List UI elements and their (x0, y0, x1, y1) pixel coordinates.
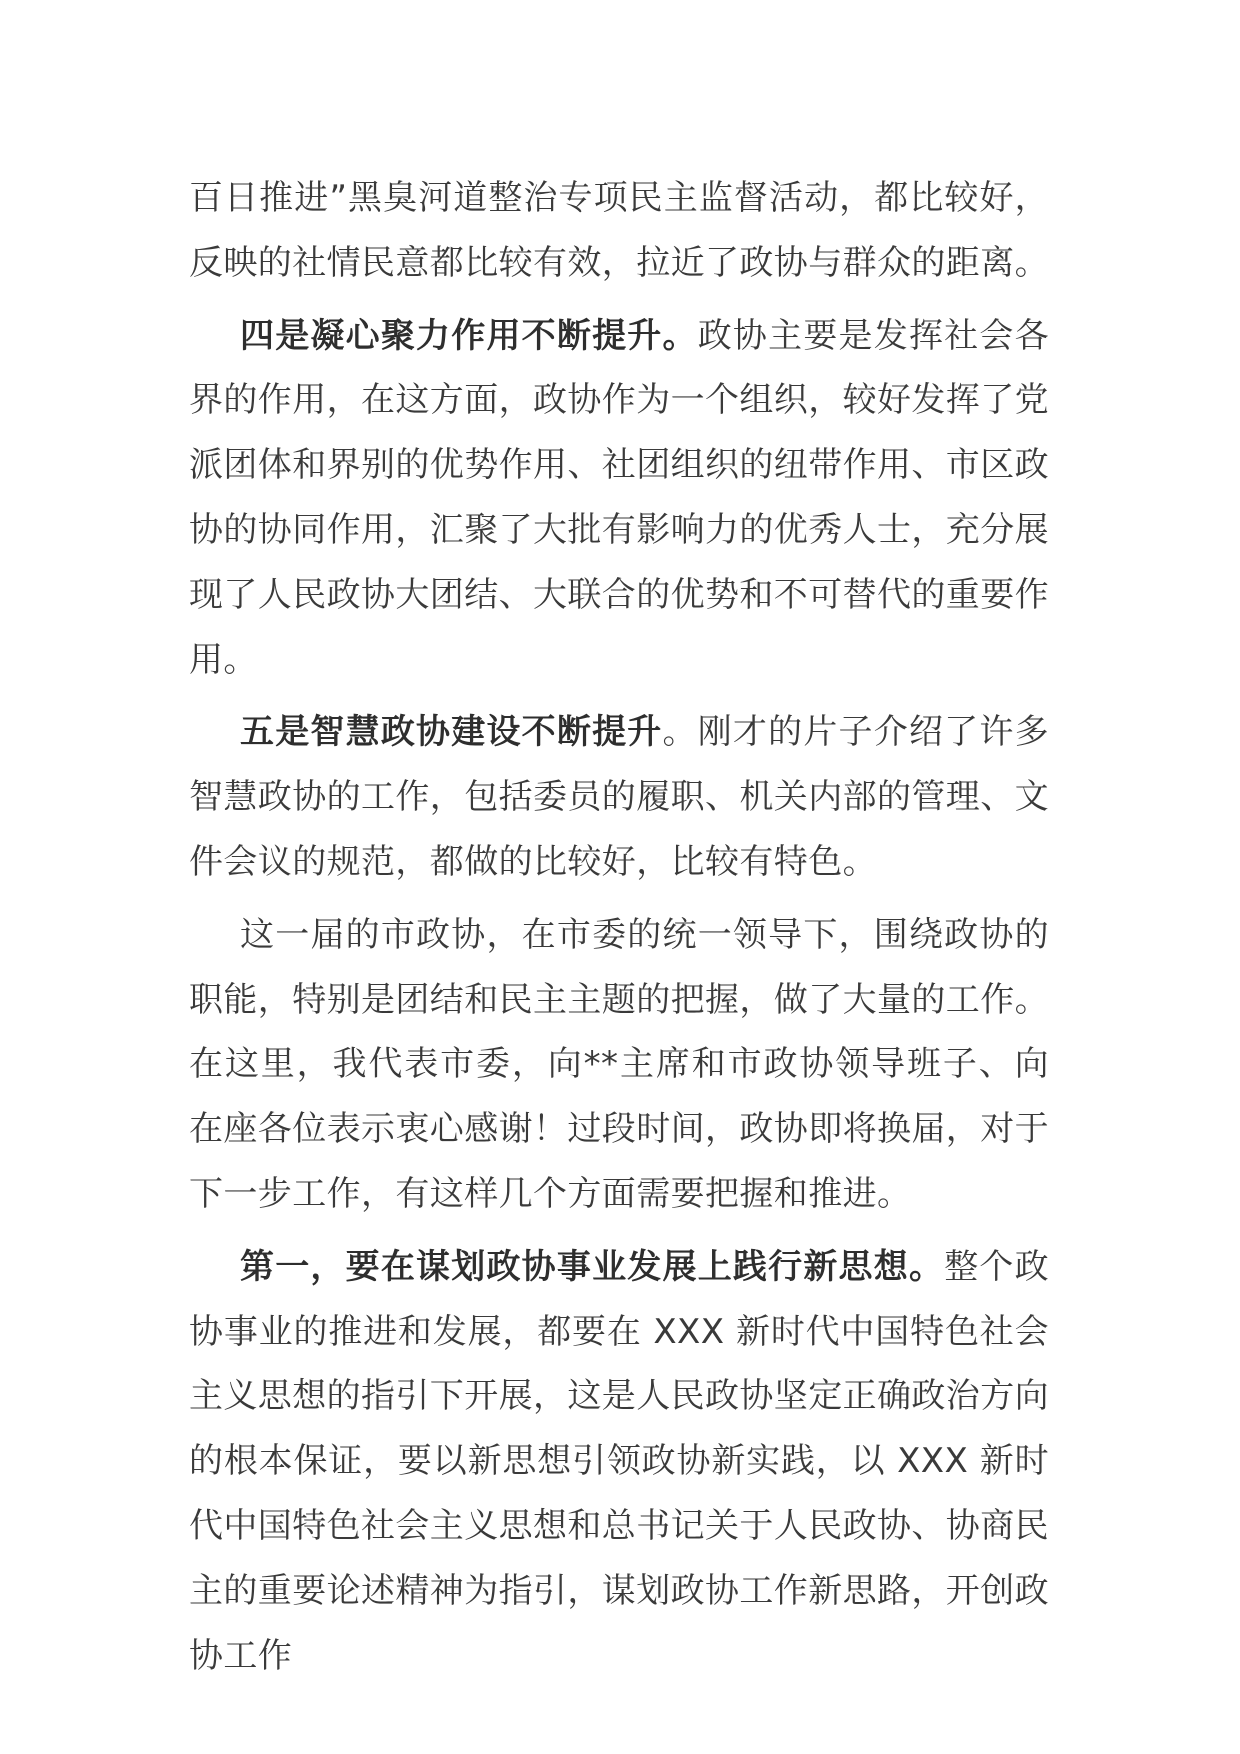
paragraph-text: 这一届的市政协，在市委的统一领导下，围绕政协的职能，特别是团结和民主主题的把握，做了大量的工作。在这里，我代表市委，向**主席和市政协领导班子、向在座各位表示衷心感谢！过段时间，政协即将换届，对于下一步工作，有这样几个方面需要把握和推进。 (189, 914, 1049, 1214)
paragraph-text: 整个政协事业的推进和发展，都要在 XXX 新时代中国特色社会主义思想的指引下开展，这是人民政协坚定正确政治方向的根本保证，要以新思想引领政协新实践，以 XXX 新时代中国特色社会主义思想和总书记关于人民政协、协商民主的重要论述精神为指引，谋划政协工作新思路，开创政协工作 (189, 1246, 1050, 1676)
paragraph-point-five (189, 700, 1049, 894)
paragraph-point-four (189, 304, 1049, 693)
paragraph-first-requirement (189, 1235, 1049, 1689)
paragraph-heading: 五是智慧政协建设不断提升 (240, 712, 663, 753)
paragraph-continuation (189, 166, 1049, 296)
paragraph-text: 政协主要是发挥社会各界的作用，在这方面，政协作为一个组织，较好发挥了党派团体和界别的优势作用、社团组织的纽带作用、市区政协的协同作用，汇聚了大批有影响力的优秀人士，充分展现了人民政协大团结、大联合的优势和不可替代的重要作用。 (189, 315, 1049, 680)
paragraph-heading: 第一，要在谋划政协事业发展上践行新思想。 (240, 1246, 945, 1287)
paragraph-heading: 四是凝心聚力作用不断提升。 (240, 315, 698, 356)
document-body (189, 166, 1049, 1688)
paragraph-summary (189, 903, 1049, 1227)
paragraph-text: 百日推进”黑臭河道整治专项民主监督活动，都比较好，反映的社情民意都比较有效，拉近了政协与群众的距离。 (189, 178, 1049, 283)
paragraph-text: 。刚才的片子介绍了许多智慧政协的工作，包括委员的履职、机关内部的管理、文件会议的规范，都做的比较好，比较有特色。 (189, 712, 1049, 882)
